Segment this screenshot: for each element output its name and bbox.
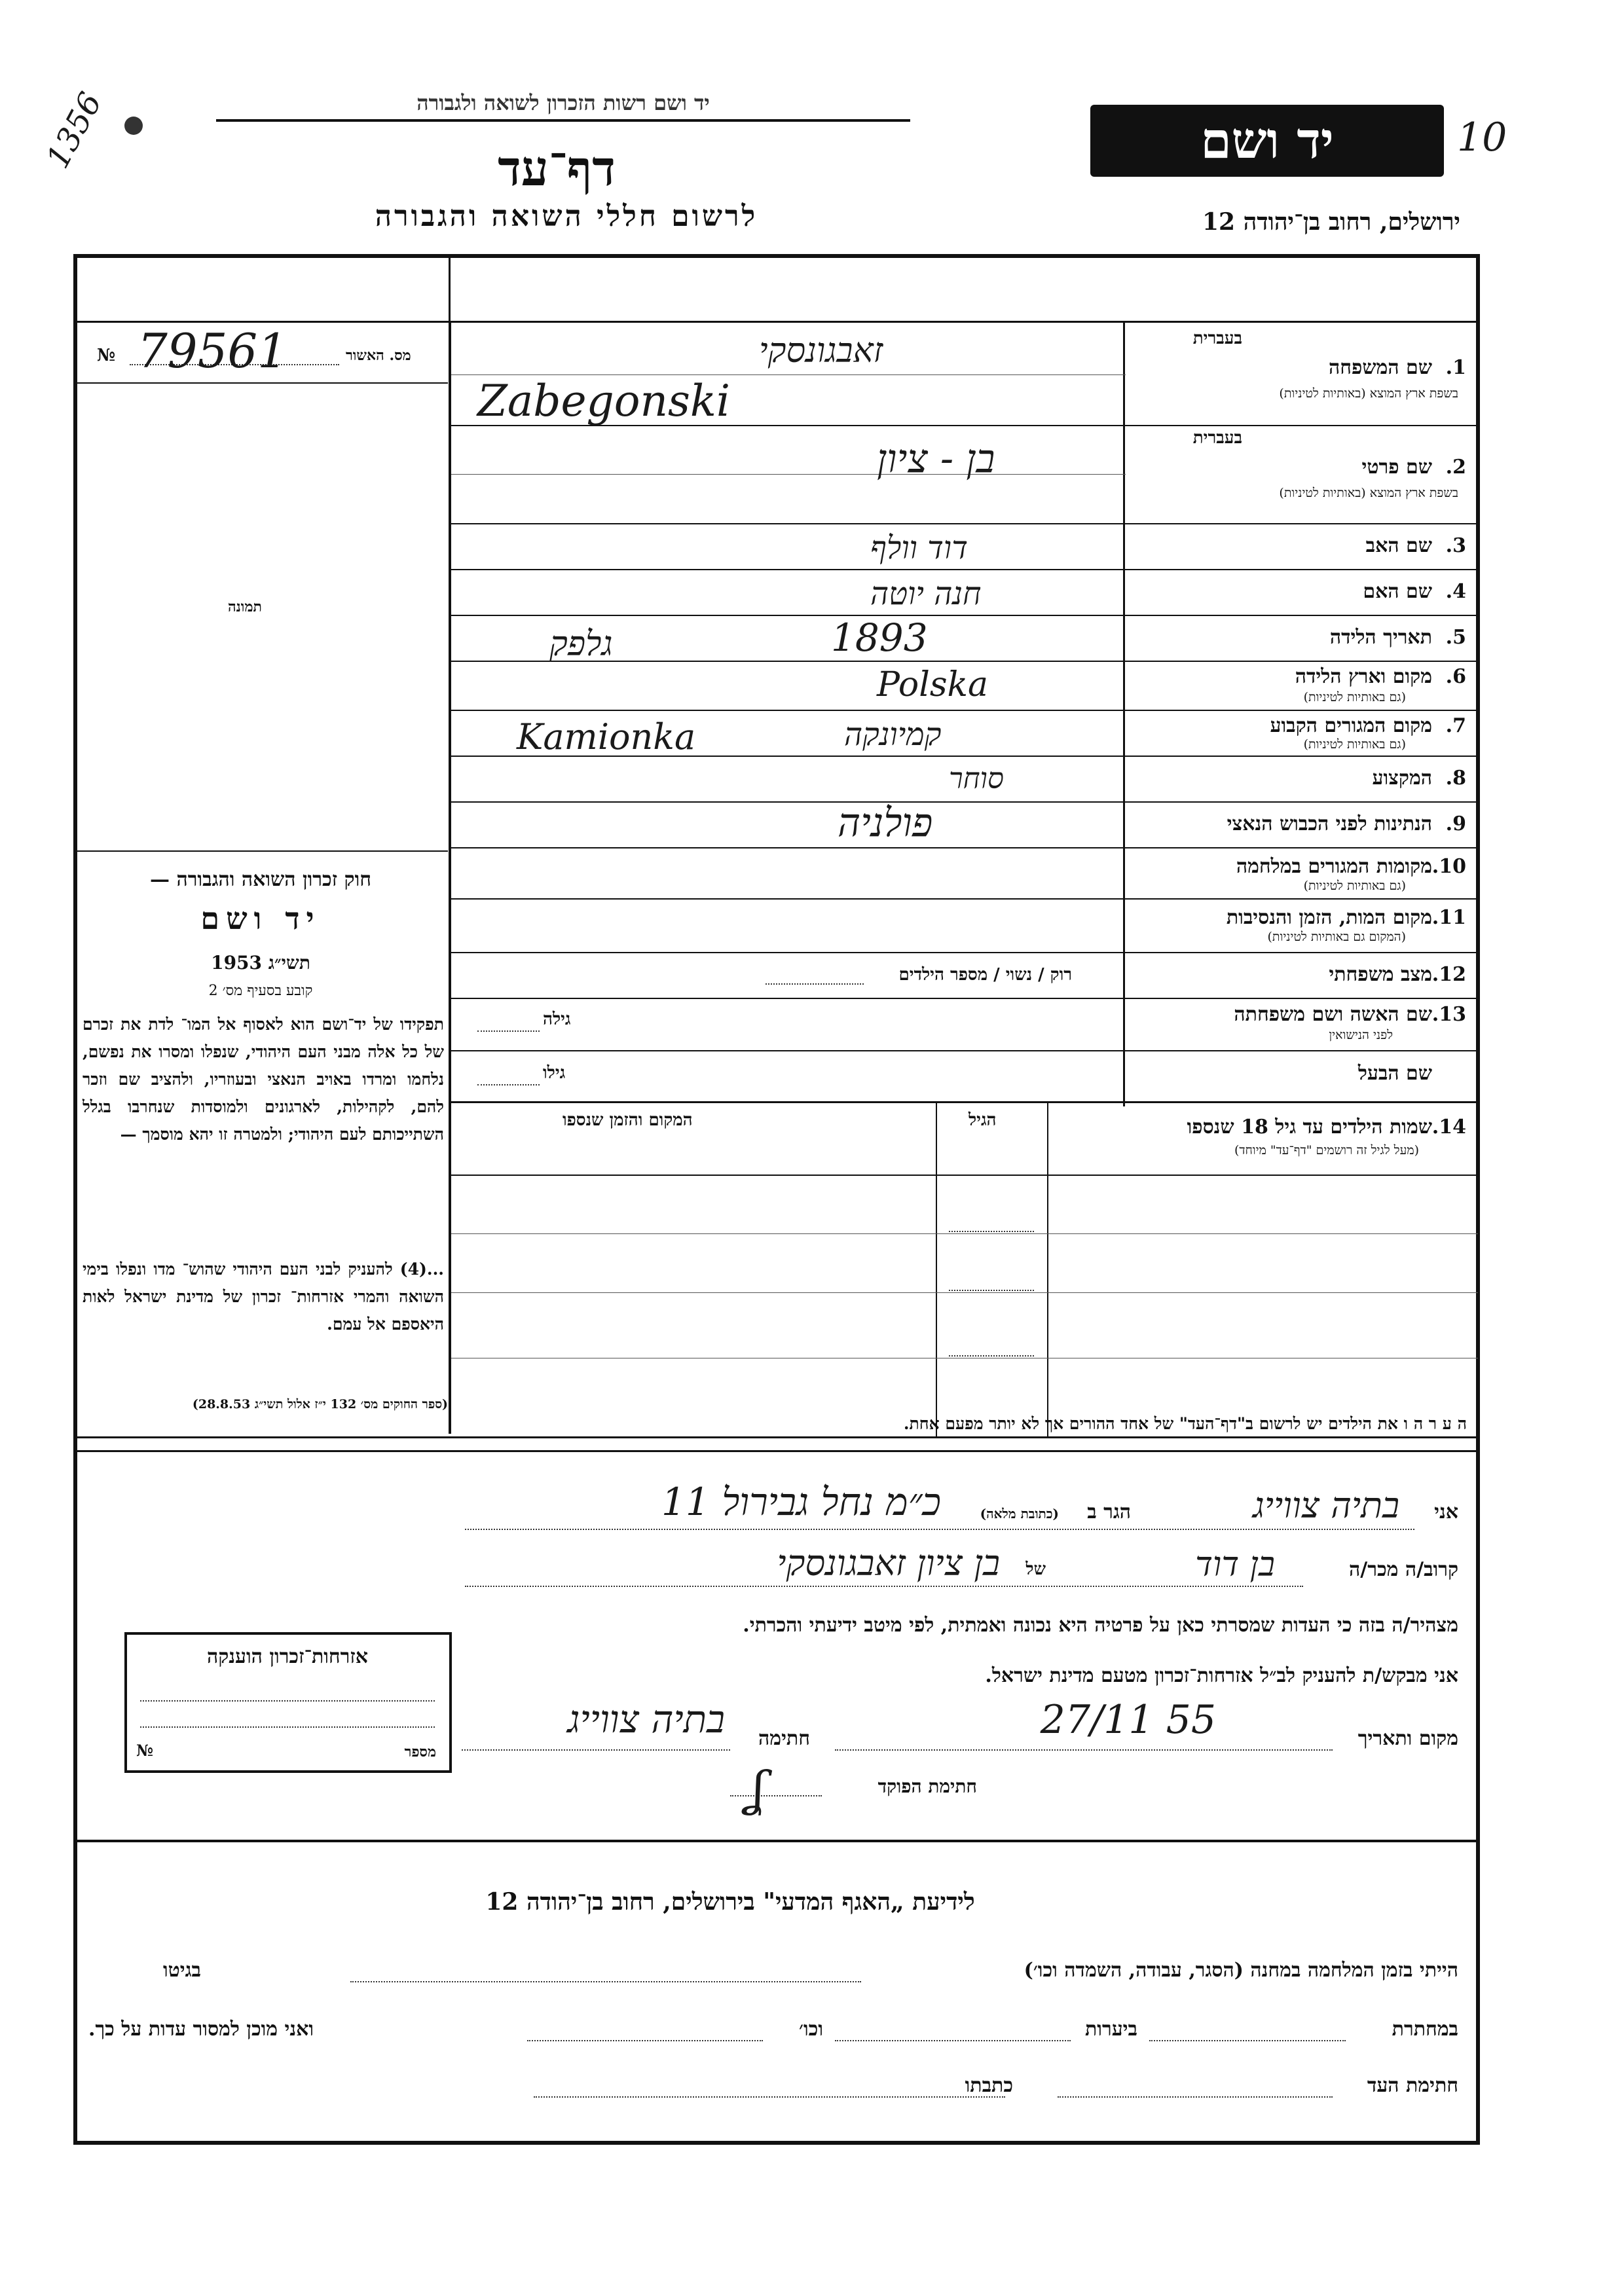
- law-text-1: תפקידו של יד־ושם הוא לאסוף אל המו־ לדת את זכרם של כל אלה מבני העם היהודי, שנפלו ומסרו את נפשם, נלחמו ומרדו באויב הנאצי ובעוזריו, ולהציב שם וזכר להם, לקהילות, לארגונים ולמוסדות שנחרבו בגלל השתייכותם לעם היהודי; ולמטרה זו יהא מוסמך —: [83, 1015, 444, 1144]
- yad-vashem-logo: [1090, 105, 1444, 177]
- header-top-line: יד ושם רשות הזכרון לשואה ולגבורה: [216, 90, 910, 122]
- citizenship-box-dots: [140, 1726, 435, 1728]
- field-3-label: שם האב: [1365, 534, 1432, 557]
- children-row-rule: [451, 1292, 1478, 1293]
- footer-line2-c: וכו׳: [799, 2018, 823, 2041]
- row-rule: [75, 1436, 1478, 1438]
- law-text-2: ...(4) להעניק לבני העם היהודי שהוש־ מדו ונפלו בימי השואה והמרי אזרחות־ זכרון של מדינת ישראל לאות היאספם אל עמם.: [83, 1260, 444, 1334]
- field-6-value-hebrew: גלפק: [549, 625, 613, 664]
- row-rule: [451, 523, 1478, 524]
- declaration-signature-dots: [462, 1749, 730, 1751]
- children-row-rule: [451, 1233, 1478, 1234]
- declaration-full-address: (כתובת מלאה): [980, 1506, 1059, 1522]
- footer-line2-dots: [527, 2040, 763, 2041]
- field-10-label: מקומות המגורים במלחמה: [1236, 855, 1432, 878]
- row-rule: [451, 569, 1478, 570]
- field-7-value-latin: Kamionka: [517, 716, 696, 757]
- declaration-relative: קרוב/ה מכר/ה: [1349, 1558, 1458, 1581]
- citizenship-box: [124, 1632, 452, 1773]
- form-title: דף־עד: [498, 141, 616, 197]
- frame-top-bar: [75, 321, 1478, 323]
- row-rule: [451, 615, 1478, 616]
- fields-area: [451, 323, 1478, 1436]
- field-4-value: חנה יוטה: [870, 575, 982, 612]
- row-inner-rule: [451, 374, 1126, 375]
- field-7-value-hebrew: קמיונקה: [844, 716, 942, 753]
- row-rule: [451, 1101, 1478, 1103]
- field-6-label: מקום וארץ הלידה: [1295, 665, 1432, 688]
- field-10-sub: (גם באותיות לטיניות): [1303, 879, 1406, 893]
- children-age-dots: [949, 1290, 1034, 1291]
- declaration-of: של: [1025, 1559, 1046, 1579]
- footer-line3-a: חתימת העד: [1367, 2074, 1458, 2097]
- field-7-label: מקום המגורים הקבוע: [1270, 714, 1432, 737]
- field-6-number: 6.: [1445, 665, 1466, 688]
- declaration-line1-dots: [465, 1529, 1414, 1530]
- footer-line2-b: ביערות: [1084, 2018, 1137, 2041]
- declaration-signature: חתימה: [758, 1727, 810, 1750]
- field-1-hebrew-marker: בעברית: [1192, 329, 1242, 348]
- row-rule: [451, 801, 1478, 803]
- field-8-value: סוחר: [949, 762, 1004, 795]
- declaration-place-date: מקום ותאריך: [1357, 1727, 1458, 1750]
- field-13-number: 13.: [1431, 1003, 1466, 1026]
- field-14-number: 14.: [1431, 1116, 1466, 1139]
- field-5-number: 5.: [1445, 626, 1466, 649]
- field-5-label: תאריך הלידה: [1329, 626, 1432, 649]
- field-8-label: המקצוע: [1372, 767, 1432, 790]
- note-bottom-rule: [75, 1450, 1478, 1452]
- row-inner-rule: [451, 474, 1126, 475]
- field-2-sub: בשפת ארץ המוצא (באותיות לטיניות): [1279, 486, 1458, 500]
- field-7-number: 7.: [1445, 714, 1466, 737]
- declaration-line2-dots: [465, 1586, 1303, 1587]
- declaration-signature-value: בתיה צווייג: [567, 1697, 725, 1741]
- citizenship-box-number: מספר: [404, 1743, 436, 1760]
- footer-line3-b: כתבתו: [965, 2074, 1013, 2097]
- footer: [75, 1842, 1478, 2143]
- field-12-label: מצב משפחתי: [1329, 963, 1432, 986]
- field-2-number: 2.: [1445, 456, 1466, 479]
- field-10-number: 10.: [1431, 855, 1466, 878]
- approval-bottom-rule: [77, 382, 448, 384]
- footer-line2-dots: [835, 2040, 1071, 2041]
- form-subtitle: לרשום חללי השואה והגבורה: [375, 200, 758, 233]
- margin-number-right: 10: [1457, 115, 1507, 160]
- citizenship-box-title: אזרחות־זכרון הוענקה: [206, 1645, 369, 1668]
- declaration-statement: מצהיר/ה בזה כי העדות שמסרתי כאן על פרטיה היא נכונה ואמתית, לפי מיטב ידיעתי והכרתי.: [743, 1614, 1458, 1637]
- law-title: חוק זכרון השואה והגבורה —: [150, 868, 371, 891]
- children-row-rule: [451, 1175, 1478, 1176]
- declaration-ani: אני: [1434, 1501, 1458, 1523]
- officer-signature-mark: ʆ: [750, 1761, 766, 1816]
- law-clause: קובע בסעיף מס׳ 2: [208, 983, 313, 999]
- header: [0, 0, 1624, 249]
- children-note: ה ע ר ה ו את הילדים יש לרשום ב"דף־העד" של אחד ההורים אך לא יותר מפעם אחת.: [903, 1414, 1467, 1433]
- approval-label: מס. האשור: [346, 347, 411, 364]
- field-11-number: 11.: [1431, 906, 1466, 929]
- children-col-divider: [936, 1101, 937, 1436]
- citizenship-box-dots: [140, 1700, 435, 1702]
- declaration-officer-signature: חתימת הפוקד: [877, 1776, 977, 1797]
- law-year: תשי״ג 1953: [211, 952, 310, 974]
- field-9-value: פולניה: [838, 800, 933, 846]
- field-1-value-hebrew: זאבגונסקי: [759, 331, 883, 371]
- row-rule: [451, 952, 1478, 953]
- declaration-request: אני מבקש/ת להעניק לב״ל אזרחות־זכרון מטעם מדינת ישראל.: [985, 1664, 1458, 1687]
- field-7-sub: (גם באותיות לטיניות): [1303, 737, 1406, 752]
- row-rule: [451, 998, 1478, 999]
- law-name: יד ושם: [200, 901, 321, 936]
- footer-line1-b: בגיטו: [162, 1959, 201, 1982]
- field-5-value: 1893: [831, 615, 928, 660]
- children-col-place: המקום והזמן שנספו: [563, 1110, 693, 1130]
- field-6-value-latin: Polska: [877, 665, 989, 704]
- declaration-date-dots: [835, 1749, 1333, 1751]
- field-14-sub: (מעל לגיל זה רושמים "דף־עד" מיוחד): [1234, 1143, 1419, 1157]
- field-1-sub: בשפת ארץ המוצא (באותיות לטיניות): [1279, 386, 1458, 401]
- row-rule: [451, 898, 1478, 900]
- photo-bottom-rule: [77, 850, 448, 852]
- field-13-label: שם האשה ושם משפחתה: [1234, 1003, 1432, 1026]
- field-husband-age-dots: [477, 1084, 540, 1085]
- row-rule: [451, 847, 1478, 848]
- field-14-label: שמות הילדים עד גיל 18 שנספו: [1187, 1116, 1432, 1139]
- field-9-number: 9.: [1445, 812, 1466, 835]
- field-3-value: דוד וולף: [870, 530, 968, 566]
- row-rule: [451, 1050, 1478, 1051]
- field-12-number: 12.: [1431, 963, 1466, 986]
- field-11-label: מקום המות, הזמן והנסיבות: [1226, 906, 1432, 929]
- declaration-relative-value: בן דוד: [1195, 1545, 1275, 1584]
- field-3-number: 3.: [1445, 534, 1466, 557]
- field-6-sub: (גם באותיות לטיניות): [1303, 690, 1406, 704]
- stamp-icon: [124, 117, 143, 135]
- field-4-number: 4.: [1445, 580, 1466, 603]
- field-husband-label: שם הבעל: [1357, 1062, 1432, 1085]
- field-9-label: הנתינות לפני הכבוש הנאצי: [1227, 812, 1432, 835]
- citizenship-box-no-symbol: №: [136, 1741, 154, 1760]
- field-13-sub: לפני הנישואין: [1329, 1028, 1393, 1042]
- footer-line1-dots: [350, 1981, 861, 1982]
- footer-line3-dots: [534, 2096, 1005, 2098]
- approval-number: 79561: [138, 323, 288, 378]
- field-1-number: 1.: [1445, 356, 1466, 379]
- field-2-value-hebrew: בן - ציון: [877, 436, 995, 482]
- declaration-date-value: 27/11 55: [1040, 1697, 1216, 1743]
- photo-label: תמונה: [228, 598, 262, 615]
- field-12-extra: רוק / נשוי / מספר הילדים: [898, 965, 1072, 985]
- left-column: [77, 323, 448, 1436]
- law-reference: (ספר החוקים מס׳ 132 י״ז אלול תשי״ג 28.8.53): [192, 1397, 448, 1412]
- footer-line3-dots: [1058, 2096, 1333, 2098]
- field-husband-age-label: גילו: [543, 1063, 566, 1083]
- field-2-hebrew-marker: בעברית: [1192, 428, 1242, 448]
- declaration-resident: הגר ב: [1087, 1501, 1131, 1523]
- declaration-officer-dots: [730, 1795, 822, 1796]
- declaration-address-value: כ״מ נחל גבירול 11: [661, 1480, 941, 1524]
- field-12-dots: [766, 983, 864, 985]
- children-age-dots: [949, 1231, 1034, 1232]
- field-8-number: 8.: [1445, 767, 1466, 790]
- children-col-divider: [1047, 1101, 1048, 1436]
- declaration-of-value: בן ציון זאבגונסקי: [777, 1542, 1000, 1584]
- field-13-age-label: גילה: [543, 1010, 571, 1029]
- field-1-label: שם המשפחה: [1328, 356, 1432, 379]
- form-address: ירושלים, רחוב בן־יהודה 12: [1202, 208, 1460, 236]
- footer-line1-a: הייתי בזמן המלחמה במחנה (הסגר, עבודה, השמדה וכו׳): [1024, 1959, 1458, 1982]
- children-age-dots: [949, 1355, 1034, 1357]
- field-2-label: שם פרטי: [1361, 456, 1432, 479]
- row-rule: [451, 710, 1478, 711]
- footer-line2-d: ואני מוכן למסור עדות על כך.: [88, 2018, 314, 2041]
- footer-title: לידיעת „האגף המדעי" בירושלים, רחוב בן־יהודה 12: [485, 1888, 975, 1916]
- field-4-label: שם האם: [1363, 580, 1432, 603]
- footer-line2-dots: [1149, 2040, 1346, 2041]
- margin-number-left: 1356: [39, 86, 109, 175]
- declaration-ani-value: בתיה צווייג: [1253, 1485, 1399, 1526]
- children-col-age: הגיל: [969, 1110, 997, 1130]
- approval-no-symbol: №: [97, 346, 116, 365]
- footer-line2-a: במחתרת: [1392, 2018, 1458, 2041]
- logo-text: יד ושם: [1200, 111, 1334, 170]
- frame-top-divider: [449, 258, 451, 321]
- field-11-sub: (המקום גם באותיות לטיניות): [1267, 930, 1406, 944]
- field-1-value-latin: Zabegonski: [477, 376, 730, 426]
- field-13-age-dots: [477, 1030, 540, 1032]
